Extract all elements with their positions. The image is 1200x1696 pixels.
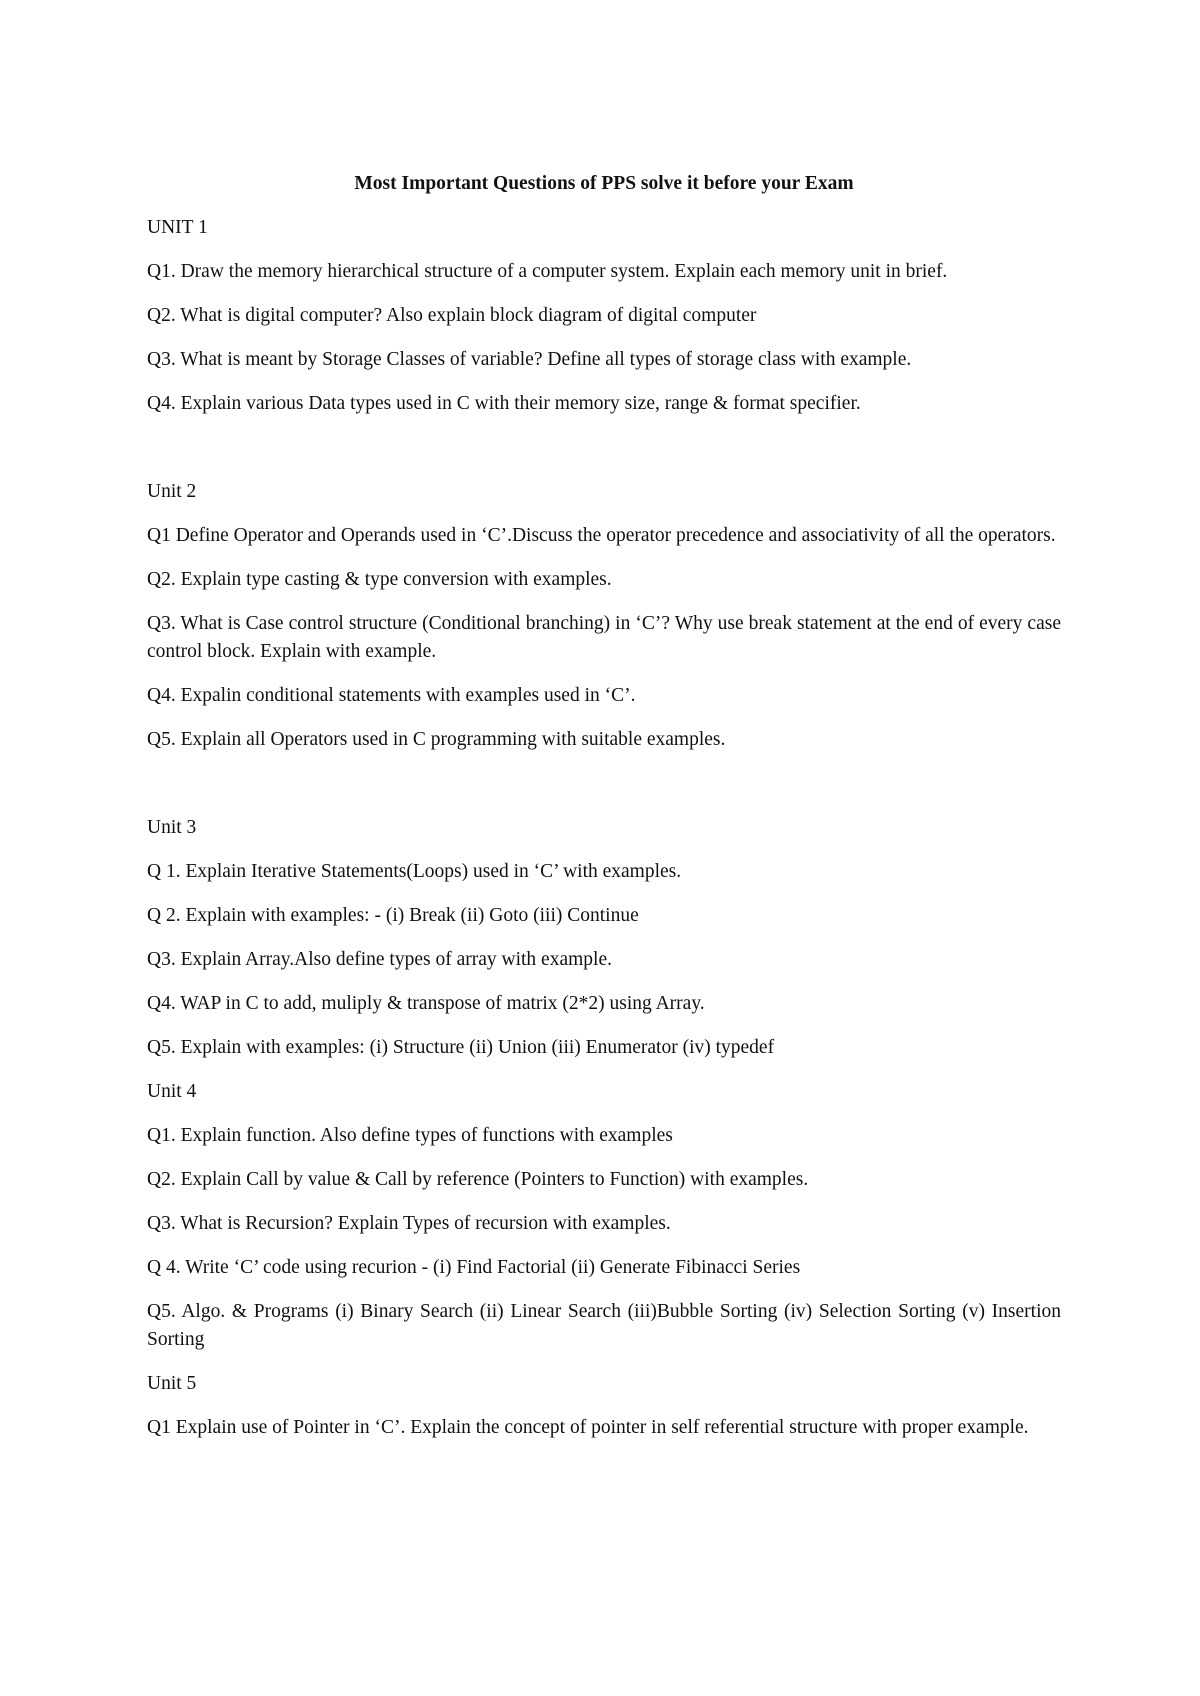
question-item: Q2. Explain Call by value & Call by reference (Pointers to Function) with examples. — [147, 1169, 809, 1190]
question-item: Q3. What is Case control structure (Conditional branching) in ‘C’? Why use break statement at the end of every case control block. Explain with example. — [147, 613, 1061, 662]
question-item: Q4. Explain various Data types used in C with their memory size, range & format specifier. — [147, 393, 861, 414]
unit-heading: Unit 3 — [147, 817, 197, 838]
question-item: Q 1. Explain Iterative Statements(Loops) used in ‘C’ with examples. — [147, 861, 682, 882]
unit-heading: Unit 4 — [147, 1081, 197, 1102]
document-page — [147, 170, 1061, 1458]
unit-heading: Unit 2 — [147, 481, 197, 502]
question-item: Q2. What is digital computer? Also explain block diagram of digital computer — [147, 305, 757, 326]
question-item: Q4. WAP in C to add, muliply & transpose of matrix (2*2) using Array. — [147, 993, 705, 1014]
unit-heading: UNIT 1 — [147, 217, 208, 238]
question-item: Q4. Expalin conditional statements with examples used in ‘C’. — [147, 685, 636, 706]
question-item: Q1 Define Operator and Operands used in ‘C’.Discuss the operator precedence and associativity of all the operators. — [147, 525, 1056, 546]
unit-1-section — [147, 214, 1061, 418]
unit-3-section — [147, 814, 1061, 1062]
question-item: Q3. What is meant by Storage Classes of variable? Define all types of storage class with example. — [147, 349, 912, 370]
question-item: Q3. What is Recursion? Explain Types of recursion with examples. — [147, 1213, 671, 1234]
question-item: Q2. Explain type casting & type conversion with examples. — [147, 569, 612, 590]
question-item: Q 2. Explain with examples: - (i) Break (ii) Goto (iii) Continue — [147, 905, 639, 926]
question-item: Q5. Explain all Operators used in C programming with suitable examples. — [147, 729, 726, 750]
question-item: Q1 Explain use of Pointer in ‘C’. Explain the concept of pointer in self referential structure with proper example. — [147, 1417, 1029, 1438]
question-item: Q5. Algo. & Programs (i) Binary Search (ii) Linear Search (iii)Bubble Sorting (iv) Selection Sorting (v) Insertion Sorting — [147, 1301, 1061, 1350]
unit-2-section — [147, 478, 1061, 754]
unit-heading: Unit 5 — [147, 1373, 197, 1394]
question-item: Q 4. Write ‘C’ code using recurion - (i) Find Factorial (ii) Generate Fibinacci Series — [147, 1257, 801, 1278]
unit-4-section — [147, 1078, 1061, 1354]
question-item: Q1. Explain function. Also define types of functions with examples — [147, 1125, 673, 1146]
question-item: Q5. Explain with examples: (i) Structure (ii) Union (iii) Enumerator (iv) typedef — [147, 1037, 775, 1058]
page-title: Most Important Questions of PPS solve it before your Exam — [354, 173, 854, 194]
question-item: Q1. Draw the memory hierarchical structure of a computer system. Explain each memory unit in brief. — [147, 261, 948, 282]
question-item: Q3. Explain Array.Also define types of array with example. — [147, 949, 612, 970]
section-spacer — [147, 770, 1061, 814]
section-spacer — [147, 434, 1061, 478]
unit-5-section — [147, 1370, 1061, 1442]
